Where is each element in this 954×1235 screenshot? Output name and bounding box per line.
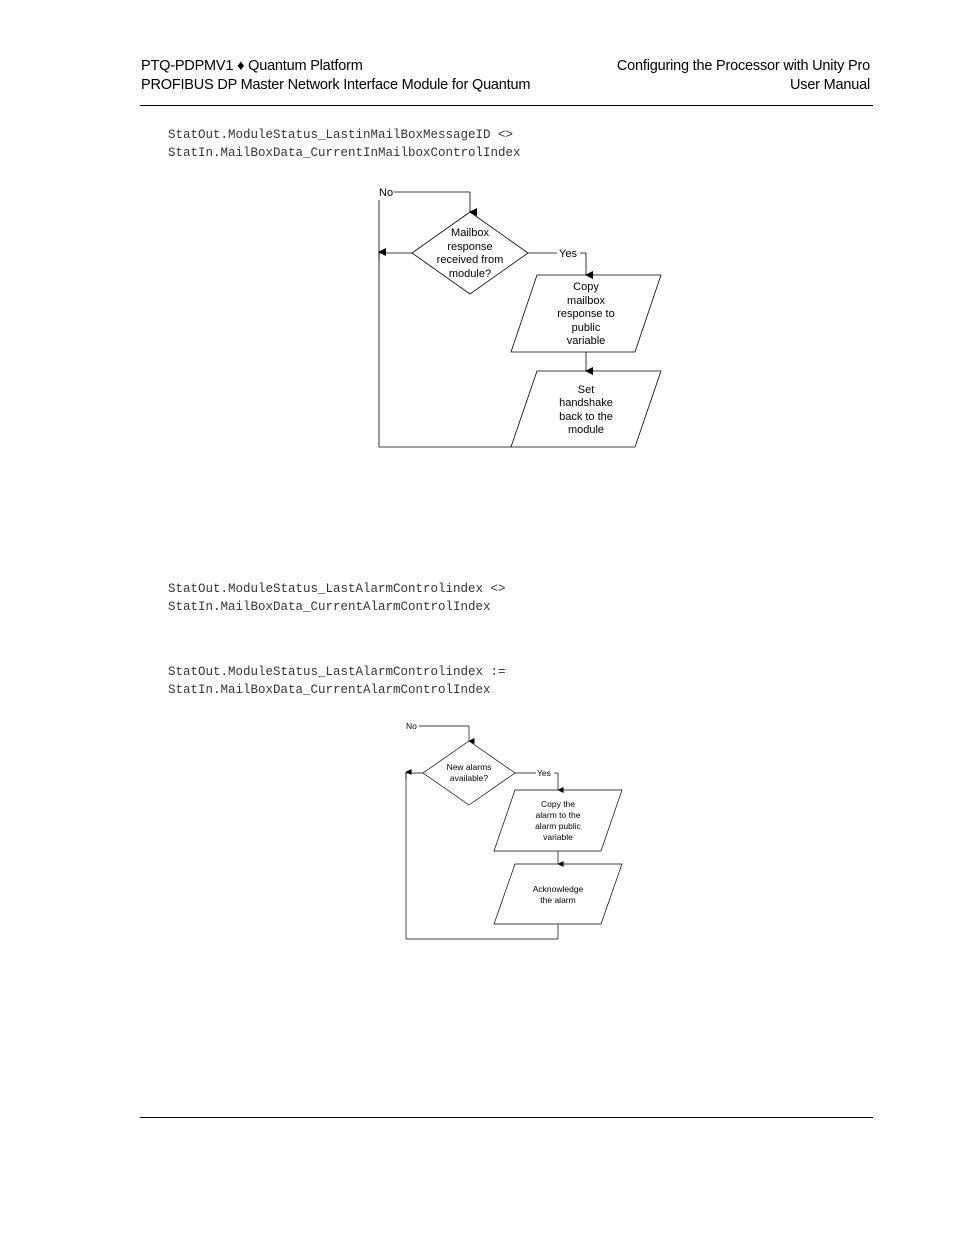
code-line: StatIn.MailBoxData_CurrentAlarmControlIndex (168, 600, 491, 614)
code-line: StatIn.MailBoxData_CurrentAlarmControlIndex (168, 683, 491, 697)
step2-text: handshake (559, 397, 613, 409)
step1-text: alarm public (535, 821, 581, 831)
code-line: StatIn.MailBoxData_CurrentInMailboxControlIndex (168, 146, 521, 160)
no-label: No (406, 721, 417, 731)
step2-text: the alarm (540, 895, 576, 905)
yes-label: Yes (537, 768, 551, 778)
no-label: No (379, 187, 394, 199)
decision-text: Mailbox (451, 227, 489, 239)
code-line: StatOut.ModuleStatus_LastAlarmControlindex := (168, 665, 506, 679)
yes-label: Yes (559, 248, 577, 260)
step2-text: Acknowledge (532, 884, 584, 894)
step1-text: mailbox (567, 295, 605, 307)
footer-rule (140, 1117, 873, 1118)
decision-text: New alarms (446, 762, 492, 772)
decision-text: available? (449, 773, 489, 783)
decision-text: response (447, 241, 493, 253)
step1-text: variable (543, 832, 573, 842)
step2-text: Set (577, 384, 595, 396)
header-product-title: PTQ-PDPMV1 ♦ Quantum Platform (141, 58, 363, 74)
decision-text: module? (448, 268, 492, 280)
step2-text: module (567, 424, 605, 436)
step1-text: variable (566, 335, 606, 347)
acknowledge-alarm-step (494, 864, 622, 924)
step1-text: public (571, 322, 601, 334)
header-product-subtitle: PROFIBUS DP Master Network Interface Module for Quantum (141, 77, 531, 93)
decision-text: received from (436, 254, 504, 266)
header-manual-type: User Manual (790, 77, 870, 93)
code-line: StatOut.ModuleStatus_LastAlarmControlindex <> (168, 582, 506, 596)
step1-text: response to (557, 308, 615, 320)
code-line: StatOut.ModuleStatus_LastinMailBoxMessageID <> (168, 128, 514, 142)
step1-text: Copy the (540, 799, 576, 809)
step1-text: Copy (573, 281, 599, 293)
header-chapter-title: Configuring the Processor with Unity Pro (616, 58, 870, 74)
step1-text: alarm to the (535, 810, 581, 820)
step2-text: back to the (559, 411, 613, 423)
